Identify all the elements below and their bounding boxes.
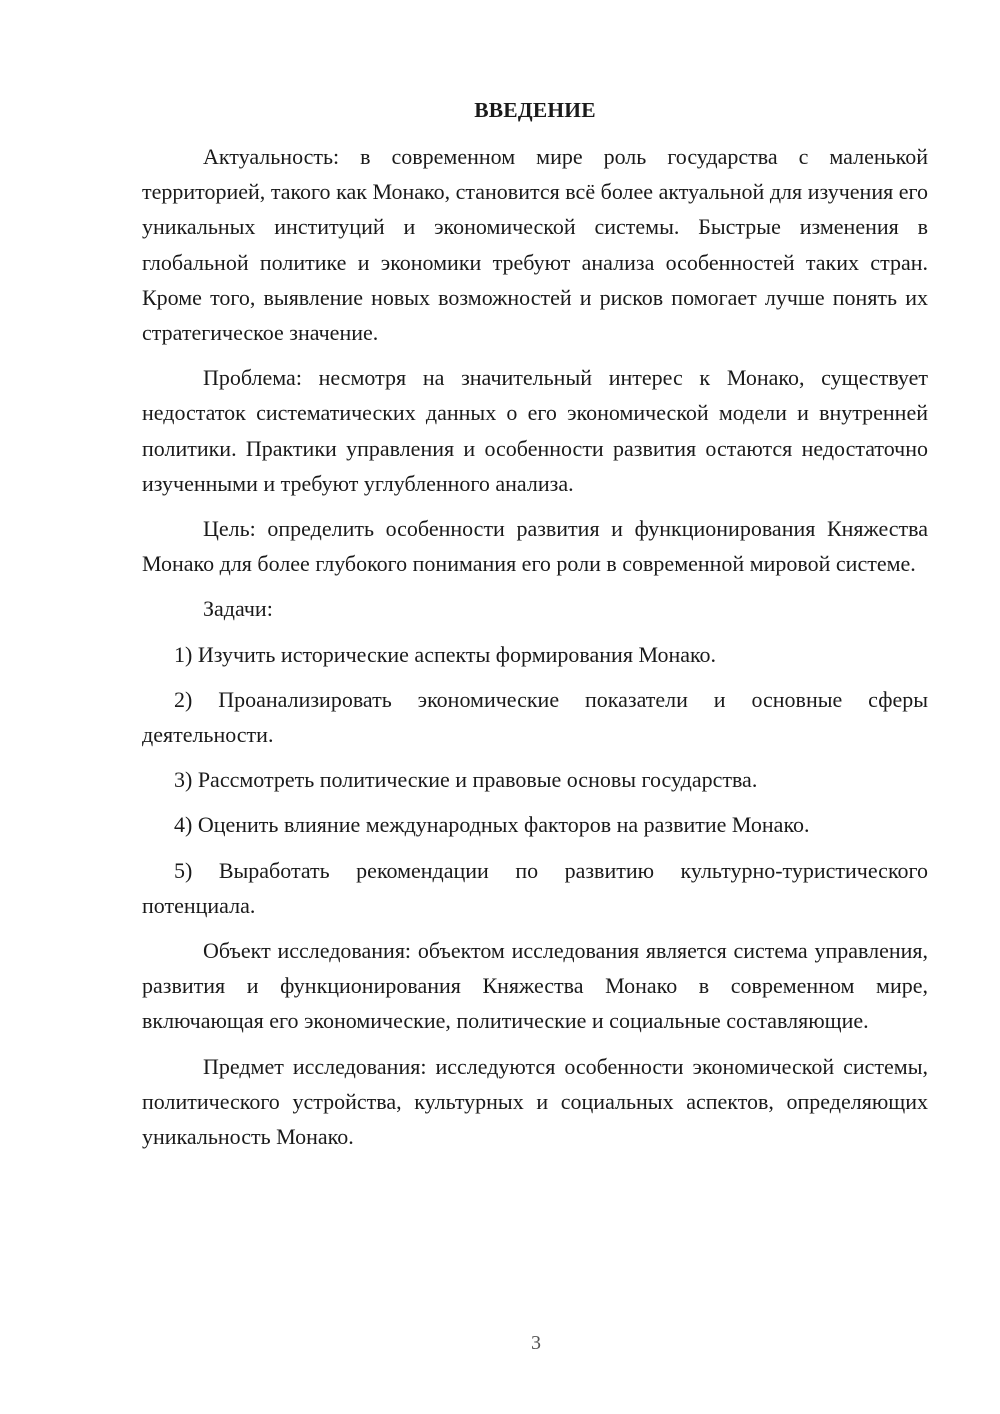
- paragraph-problem: Проблема: несмотря на значительный интерес к Монако, существует недостаток систематических данных о его экономической модели и внутренней политики. Практики управления и особенности развития остаются недостаточно изученными и требуют углубленного анализа.: [142, 365, 928, 496]
- tasks-heading: Задачи:: [203, 596, 273, 622]
- document-page: [142, 95, 928, 1164]
- page-number: 3: [531, 1332, 541, 1354]
- task-item-5: 5) Выработать рекомендации по развитию культурно-туристического потенциала.: [142, 857, 928, 918]
- task-item-4: 4) Оценить влияние международных факторов на развитие Монако.: [174, 812, 810, 838]
- paragraph-subject: Предмет исследования: исследуются особенности экономической системы, политического устройства, культурных и социальных аспектов, определяющих уникальность Монако.: [142, 1053, 928, 1150]
- paragraph-relevance: Актуальность: в современном мире роль государства с маленькой территорией, такого как Монако, становится всё более актуальной для изучения его уникальных институций и экономической системы. Быстрые изменения в глобальной политике и экономики требуют анализа особенностей таких стран. Кроме того, выявление новых возможностей и рисков помогает лучше понять их стратегическое значение.: [142, 144, 928, 346]
- task-item-3: 3) Рассмотреть политические и правовые основы государства.: [174, 767, 758, 793]
- task-item-1: 1) Изучить исторические аспекты формирования Монако.: [174, 641, 717, 667]
- paragraph-object: Объект исследования: объектом исследования является система управления, развития и функционирования Княжества Монако в современном мире, включающая его экономические, политические и социальные составляющие.: [142, 938, 928, 1034]
- page-title: ВВЕДЕНИЕ: [474, 98, 596, 122]
- task-item-2: 2) Проанализировать экономические показатели и основные сферы деятельности.: [142, 686, 928, 748]
- paragraph-goal: Цель: определить особенности развития и функционирования Княжества Монако для более глубокого понимания его роли в современной мировой системе.: [142, 516, 928, 577]
